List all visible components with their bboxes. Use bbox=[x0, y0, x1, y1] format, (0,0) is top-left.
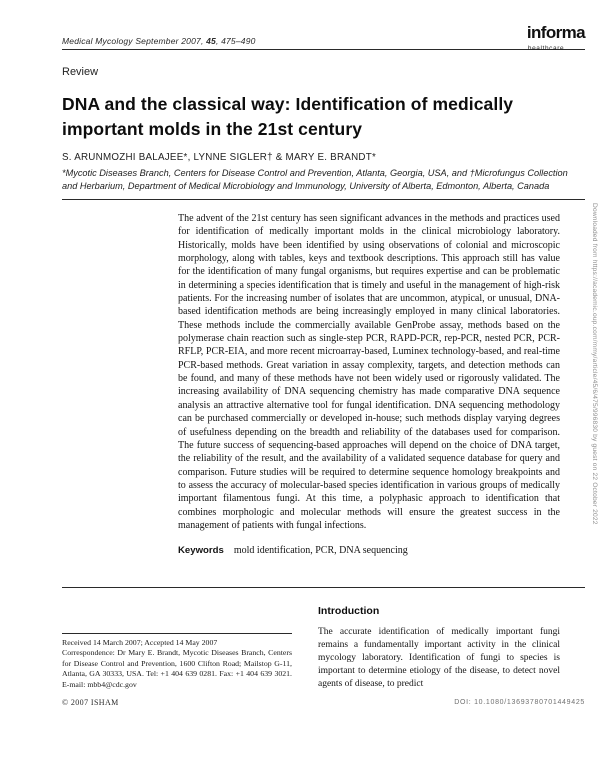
journal-info-pre: Medical Mycology September 2007, bbox=[62, 36, 207, 46]
article-title: DNA and the classical way: Identification of medically important molds in the 21st century bbox=[62, 94, 514, 139]
author-line: S. ARUNMOZHI BALAJEE*, LYNNE SIGLER† & MARY E. BRANDT* bbox=[62, 152, 377, 163]
received-accepted-note: Received 14 March 2007; Accepted 14 May 2007 bbox=[62, 638, 218, 647]
keywords-label: Keywords bbox=[178, 545, 224, 557]
informa-healthcare-logo bbox=[527, 24, 585, 53]
copyright-notice: © 2007 ISHAM bbox=[62, 698, 119, 707]
introduction-heading: Introduction bbox=[318, 605, 380, 617]
journal-info bbox=[62, 36, 482, 46]
affiliation-line: *Mycotic Diseases Branch, Centers for Disease Control and Prevention, Atlanta, Georgia, USA, and †Microfungus Collection and Herbarium, Department of Medical Microbiology and Immunology, University of Alberta, Edmonton, Alberta, Canada bbox=[62, 168, 568, 191]
download-watermark: Downloaded from https://academic.oup.com/mmy/article/45/6/475/996830 by guest on 22 October 2022 bbox=[591, 203, 598, 525]
keywords-line bbox=[178, 545, 560, 556]
informa-logo-wordmark: informa bbox=[526, 23, 585, 42]
correspondence-note: Correspondence: Dr Mary E. Brandt, Mycotic Diseases Branch, Centers for Disease Control and Prevention, 1600 Clifton Road; Mailstop G-11, Atlanta, GA 30333, USA. Tel: +1 404 639 0281. Fax: +1 404 639 3021. E-mail: mbb4@cdc.gov bbox=[62, 648, 292, 689]
section-label: Review bbox=[62, 66, 99, 78]
doi-line: DOI: 10.1080/13693780701449425 bbox=[454, 699, 585, 706]
journal-info-post: , 475–490 bbox=[215, 36, 256, 46]
journal-volume: 45 bbox=[206, 36, 216, 46]
keywords-text: mold identification, PCR, DNA sequencing bbox=[233, 545, 408, 557]
introduction-text: The accurate identification of medically important fungi remains a fundamentally important activity in the clinical mycology laboratory. Identification of fungi to species is important to determine etiology of the disease, to detect novel agents of disease, to predict bbox=[318, 627, 560, 690]
footnote-block bbox=[62, 633, 292, 690]
abstract-bottom-divider bbox=[62, 587, 585, 588]
informa-logo-tagline: healthcare bbox=[527, 45, 565, 52]
header-divider bbox=[62, 49, 585, 50]
title-block-divider bbox=[62, 199, 585, 200]
abstract-block bbox=[178, 212, 560, 556]
abstract-text: The advent of the 21st century has seen significant advances in the methods and practices used for identification of medically important molds in the clinical microbiology laboratory. Historically, molds have been identified by using observations of colonial and microscopic morphology, along with tables, keys and textbook descriptions. This approach still has value for the identification of many fungal organisms, but requires expertise and can be problematic in determining a species identification that is timely and useful in the management of high-risk patients. For the increasing number of isolates that are uncommon, atypical, or unusual, DNA-based identification methods are being increasingly employed in many clinical laboratories. These methods include the commercially available GenProbe assay, methods based on the polymerase chain reaction such as single-step PCR, RAPD-PCR, rep-PCR, nested PCR, PCR-RFLP, PCR-EIA, and more recent microarray-based, Luminex technology-based, and real-time PCR-based methods. Great variation in assay complexity, targets, and detection methods can be found, and many of these methods have not been widely used or rigorously validated. The increasing availability of DNA sequencing chemistry has made comparative DNA sequence analysis an attractive alternative tool for fungal identification. DNA sequencing methodology can be purchased commercially or developed in-house; such methods display varying degrees of usefulness depending on the breadth and reliability of the databases used for comparison. The future success of sequencing-based approaches will depend on the choice of DNA target, the reliability of the result, and the availability of a validated sequence database for query and comparison. Future studies will be required to determine sequence homology breakpoints and to assess the accuracy of molecular-based species identification in various groups of medically important filamentous fungi. At this time, a polyphasic approach to identification that combines morphologic and molecular methods will ensure the greatest success in the management of patients with fungal infections. bbox=[178, 213, 560, 531]
introduction-section bbox=[318, 605, 560, 691]
